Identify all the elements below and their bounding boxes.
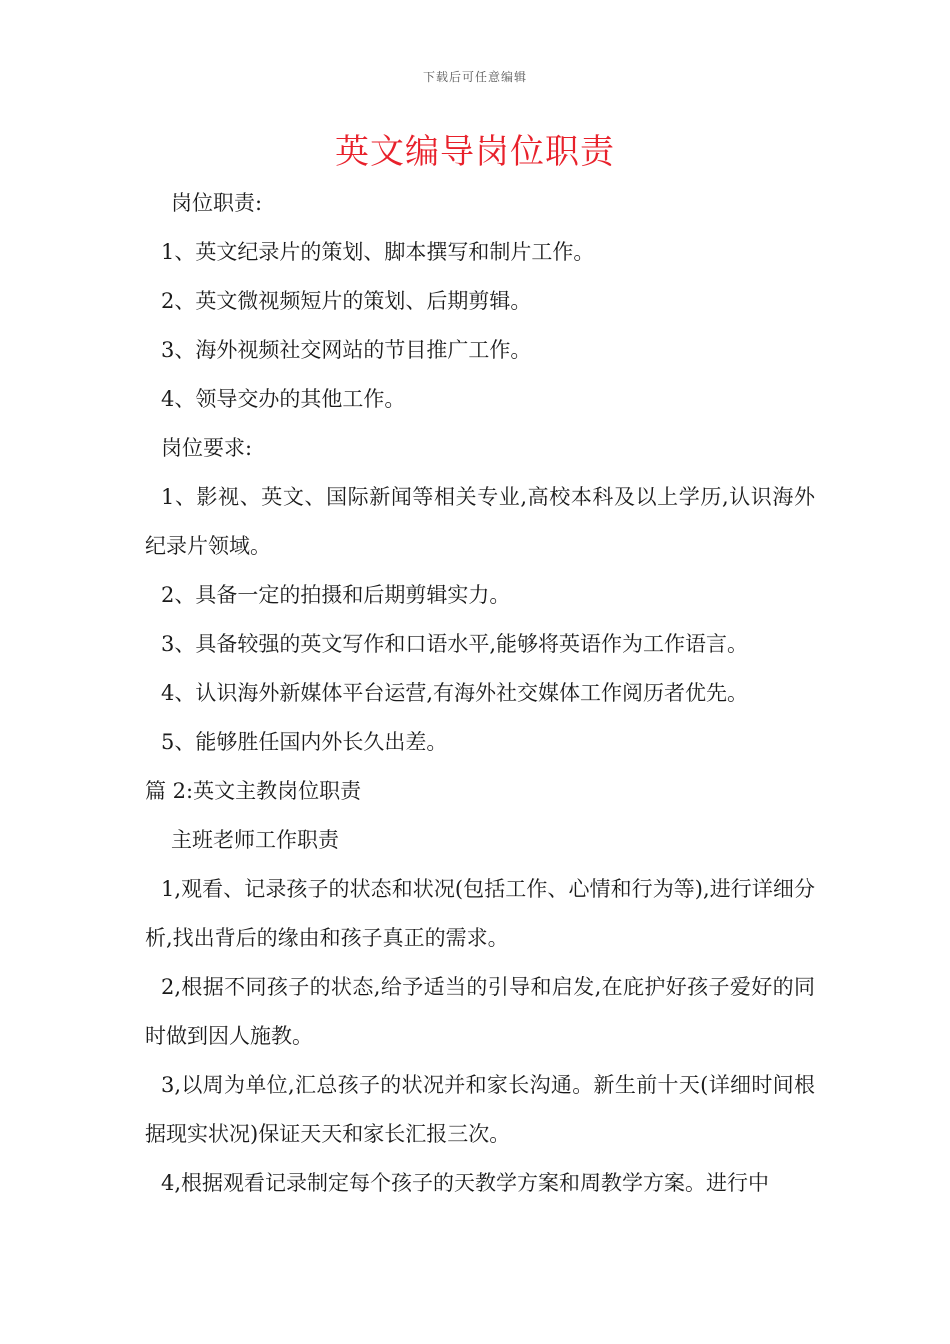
paragraph: 岗位要求: <box>161 436 253 460</box>
paragraph: 岗位职责: <box>171 191 263 215</box>
paragraph: 4,根据观看记录制定每个孩子的天教学方案和周教学方案。进行中 <box>161 1171 770 1195</box>
paragraph: 篇 2:英文主教岗位职责 <box>145 779 362 803</box>
paragraph: 1、英文纪录片的策划、脚本撰写和制片工作。 <box>161 240 595 264</box>
paragraph: 主班老师工作职责 <box>171 828 339 852</box>
paragraph: 3、具备较强的英文写作和口语水平,能够将英语作为工作语言。 <box>161 632 749 656</box>
paragraph: 5、能够胜任国内外长久出差。 <box>161 730 448 754</box>
paragraph: 2,根据不同孩子的状态,给予适当的引导和启发,在庇护好孩子爱好的同时做到因人施教。 <box>145 975 815 1048</box>
paragraph: 4、领导交办的其他工作。 <box>161 387 406 411</box>
header-note: 下载后可任意编辑 <box>422 70 527 84</box>
paragraph: 1,观看、记录孩子的状态和状况(包括工作、心情和行为等),进行详细分析,找出背后的缘由和孩子真正的需求。 <box>145 877 815 950</box>
document-title: 英文编导岗位职责 <box>335 132 615 172</box>
paragraph: 2、英文微视频短片的策划、后期剪辑。 <box>161 289 532 313</box>
paragraph: 3,以周为单位,汇总孩子的状况并和家长沟通。新生前十天(详细时间根据现实状况)保证天天和家长汇报三次。 <box>145 1073 815 1146</box>
document-body <box>145 179 815 1208</box>
paragraph: 2、具备一定的拍摄和后期剪辑实力。 <box>161 583 511 607</box>
paragraph: 4、认识海外新媒体平台运营,有海外社交媒体工作阅历者优先。 <box>161 681 749 705</box>
paragraph: 3、海外视频社交网站的节目推广工作。 <box>161 338 532 362</box>
paragraph: 1、影视、英文、国际新闻等相关专业,高校本科及以上学历,认识海外纪录片领域。 <box>145 485 815 558</box>
